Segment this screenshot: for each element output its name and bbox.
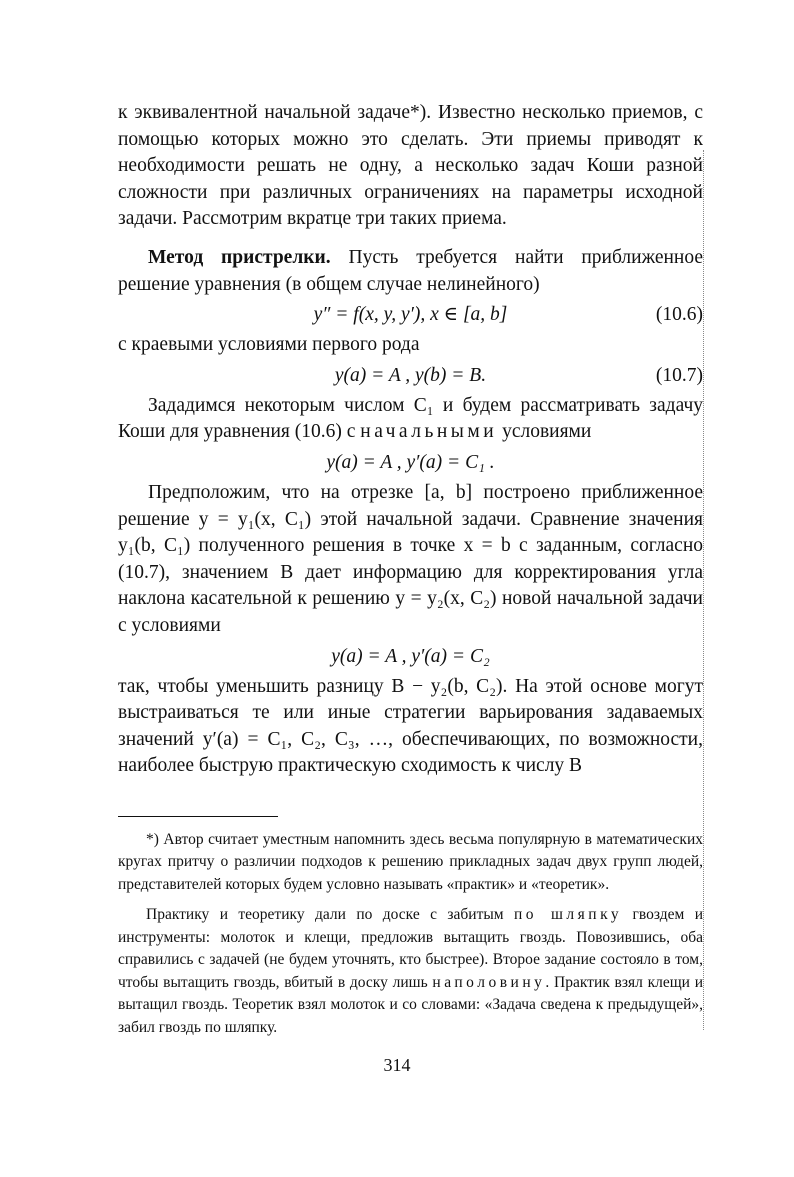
equation-10-6-formula: y″ = f(x, y, y′), x ∈ [a, b] (313, 304, 508, 326)
footnote-text-c: . Практик взял клещи и вытащил гвоздь. Теоретик взял молоток и со словами: «Задача сведена к предыдущей», забил гвоздь по шляпку. (118, 973, 703, 1036)
footnote-spaced-1: по шляпку (514, 906, 623, 924)
paragraph-approximate-solution: Предположим, что на отрезке [a, b] построено приближенное решение y = y₁(x, C₁) этой начальной задачи. Сравнение значения y₁(b, C₁) полученного решения в точке x = b с заданным, согласно (10.7), значением B дает информацию для корректирования угла наклона касательной к решению y = y₂(x, C₂) новой начальной задачи с условиями (118, 481, 703, 636)
scan-edge-artifact (701, 150, 704, 1030)
footnote (118, 829, 703, 1040)
footnote-text-b: гвоздем и инструменты: молоток и клещи, предложив вытащить гвоздь. Повозившись, оба справились с задачей (не будем уточнять, кто быстрее). Второе задание состояло в том, чтобы вытащить гвоздь, вбитый в доску лишь (118, 906, 703, 991)
method-text: Пусть требуется найти приближенное решение уравнения (в общем случае нелинейного) (118, 246, 703, 295)
paragraph-strategies: так, чтобы уменьшить разницу B − y₂(b, C₂). На этой основе могут выстраиваться те или иные стратегии варьирования задаваемых значений y′(a) = C₁, C₂, C₃, …, обеспечивающих, по возможности, наиболее быструю практическую сходимость к числу B (118, 675, 703, 777)
paragraph-cauchy-task (118, 393, 703, 446)
paragraph-intro: к эквивалентной начальной задаче*). Известно несколько приемов, с помощью которых можно это сделать. Эти приемы приводят к необходимости решать не одну, а несколько задач Коши разной сложности при различных ограничениях на параметры исходной задачи. Рассмотрим вкратце три таких приема. (118, 102, 703, 230)
paragraph-shooting-method (118, 245, 703, 298)
equation-initial-c1 (118, 446, 703, 480)
equation-initial-c2-formula: y(a) = A , y′(a) = C₂ (331, 645, 490, 667)
paragraph-boundary-conditions: с краевыми условиями первого рода (118, 334, 420, 356)
cauchy-text-spaced: начальными (360, 421, 498, 443)
page-number: 314 (383, 1055, 411, 1075)
equation-10-6-number: (10.6) (655, 304, 703, 326)
equation-10-6 (118, 298, 703, 332)
cauchy-text-b: условиями (497, 421, 592, 443)
equation-10-7-formula: y(a) = A , y(b) = B. (334, 364, 487, 386)
method-title: Метод пристрелки. (148, 246, 331, 268)
equation-10-7-number: (10.7) (655, 364, 703, 386)
equation-10-7 (118, 359, 703, 393)
cauchy-text-a: Зададимся некоторым числом C₁ и будем рассматривать задачу Коши для уравнения (10.6) с (118, 394, 703, 443)
equation-initial-c1-formula: y(a) = A , y′(a) = C₁ . (326, 451, 495, 473)
equation-initial-c2 (118, 640, 703, 674)
footnote-text-a: Практику и теоретику дали по доске с забитым (146, 906, 515, 924)
page-body (118, 100, 703, 1039)
footnote-paragraph-2 (118, 904, 703, 1039)
footnote-paragraph-1: *) Автор считает уместным напомнить здесь весьма популярную в математических кругах притчу о различии подходов к решению прикладных задач двух групп людей, представителей которых будем условно называть «практик» и «теоретик». (118, 830, 703, 893)
footnote-divider (118, 816, 278, 817)
footnote-spaced-2: наполовину (432, 973, 546, 991)
